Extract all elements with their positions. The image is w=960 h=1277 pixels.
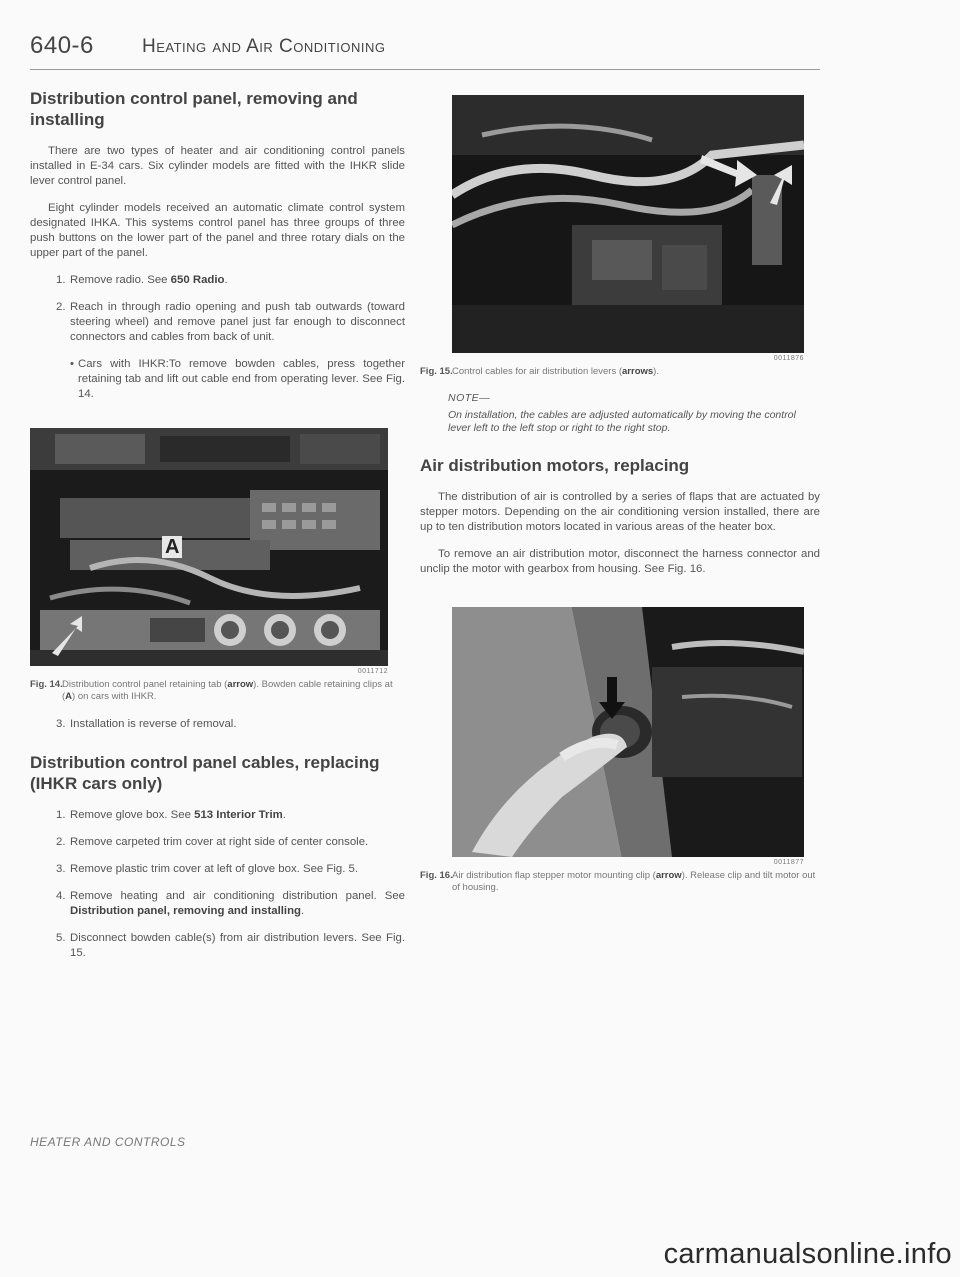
figure-code: 0011877 (773, 859, 804, 866)
callout-a: A (162, 536, 182, 558)
photo-stepper-motor (452, 607, 804, 857)
bullet-ihkr-cables: • Cars with IHKR:To remove bowden cables, press together retaining tab and lift out cable end from operating lever. See Fig. 14. (70, 358, 405, 400)
page-number: 640-6 (30, 32, 94, 59)
paragraph-remove-motor: To remove an air distribution motor, disconnect the harness connector and unclip the motor with gearbox from housing. See Fig. 16. (420, 548, 820, 575)
figure-code: 0011876 (773, 355, 804, 362)
step-remove-radio: 1. Remove radio. See 650 Radio. (56, 274, 228, 286)
step-installation: 3. Installation is reverse of removal. (56, 718, 237, 730)
ref-distribution-panel[interactable]: Distribution panel, removing and installing (70, 905, 301, 917)
caption-fig-16: Fig. 16. Air distribution flap stepper motor mounting clip (arrow). Release clip and tilt motor out of housing. (420, 870, 816, 893)
photo-control-panel (30, 428, 388, 666)
caption-fig-15: Fig. 15. Control cables for air distribution levers (arrows). (420, 366, 659, 377)
section-title-panel-cables: Distribution control panel cables, replacing (IHKR cars only) (30, 753, 380, 793)
figure-16 (420, 607, 820, 866)
paragraph-panel-types: There are two types of heater and air conditioning control panels installed in E-34 cars. Six cylinder models are fitted with the IHKR slide lever control panel. (30, 145, 405, 187)
paragraph-ihka: Eight cylinder models received an automatic climate control system designated IHKA. This systems control panel has three groups of three push buttons on the lower part of the panel and three rotary dials on the upper part of the panel. (30, 202, 405, 259)
section-title-air-motors: Air distribution motors, replacing (420, 456, 690, 475)
step-disconnect-bowden: 5. Disconnect bowden cable(s) from air distribution levers. See Fig. 15. (56, 932, 405, 959)
left-column (30, 88, 405, 973)
photo-control-cables (452, 95, 804, 353)
chapter-title: Heating and Air Conditioning (142, 36, 386, 57)
step-remove-glove-box: 1. Remove glove box. See 513 Interior Trim. (56, 809, 286, 821)
step-reach-through: 2. Reach in through radio opening and push tab outwards (toward steering wheel) and remove panel just far enough to disconnect connectors and cables from back of unit. (56, 301, 405, 343)
ref-650-radio[interactable]: 650 Radio (170, 274, 225, 286)
figure-15 (420, 95, 820, 362)
note-cable-adjust: NOTE— On installation, the cables are adjusted automatically by moving the control lever left to the left stop or right to the right stop. (448, 392, 796, 434)
section-title-distribution-panel: Distribution control panel, removing and installing (30, 89, 358, 129)
figure-code: 0011712 (357, 668, 388, 675)
figure-14 (30, 428, 405, 675)
caption-fig-14: Fig. 14. Distribution control panel retaining tab (arrow). Bowden cable retaining clips at (A) on cars with IHKR. (30, 679, 393, 702)
ref-513-interior-trim[interactable]: 513 Interior Trim (194, 809, 283, 821)
site-watermark: carmanualsonline.info (663, 1238, 952, 1270)
step-remove-carpeted-trim: 2. Remove carpeted trim cover at right side of center console. (56, 836, 369, 848)
page-footer: HEATER AND CONTROLS (30, 1135, 186, 1149)
page-header (30, 30, 820, 70)
step-remove-plastic-trim: 3. Remove plastic trim cover at left of glove box. See Fig. 5. (56, 863, 359, 875)
step-remove-distribution-panel: 4. Remove heating and air conditioning distribution panel. See Distribution panel, removing and installing. (56, 890, 405, 917)
paragraph-stepper-motors: The distribution of air is controlled by a series of flaps that are actuated by stepper motors. Depending on the air conditioning version installed, there are up to ten distribution motors located in various areas of the heater box. (420, 491, 820, 533)
right-column (420, 95, 820, 908)
